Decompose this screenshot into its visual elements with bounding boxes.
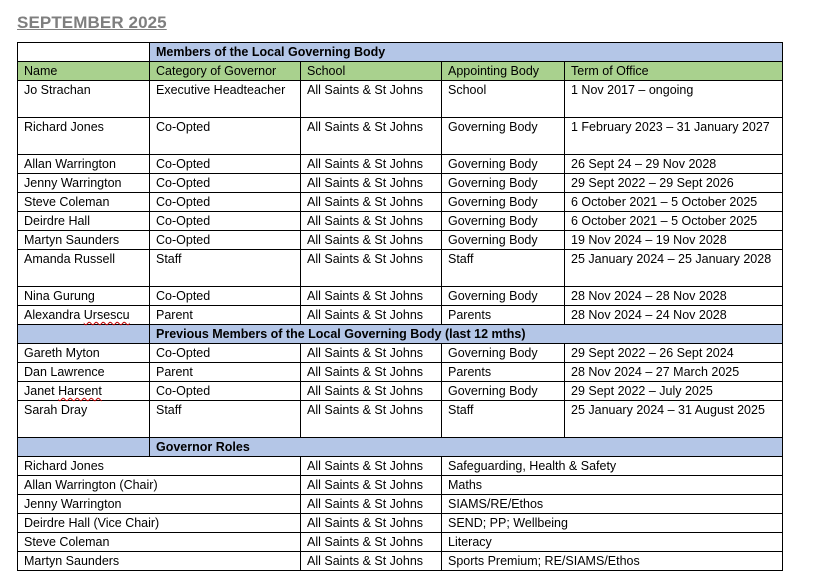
member-appointing-body: Governing Body bbox=[442, 118, 565, 155]
member-name: Jo Strachan bbox=[18, 81, 150, 118]
previous-name bbox=[18, 382, 150, 401]
previous-term: 29 Sept 2022 – 26 Sept 2024 bbox=[565, 344, 783, 363]
previous-term: 29 Sept 2022 – July 2025 bbox=[565, 382, 783, 401]
role-school: All Saints & St Johns bbox=[301, 476, 442, 495]
members-section-header bbox=[18, 43, 783, 62]
table-row bbox=[18, 193, 783, 212]
table-row bbox=[18, 231, 783, 250]
role-school: All Saints & St Johns bbox=[301, 457, 442, 476]
member-term: 28 Nov 2024 – 24 Nov 2028 bbox=[565, 306, 783, 325]
table-row bbox=[18, 514, 783, 533]
member-school: All Saints & St Johns bbox=[301, 287, 442, 306]
column-header-appointing-body: Appointing Body bbox=[442, 62, 565, 81]
previous-appointing-body: Staff bbox=[442, 401, 565, 438]
member-appointing-body: Governing Body bbox=[442, 231, 565, 250]
table-row bbox=[18, 212, 783, 231]
previous-appointing-body: Parents bbox=[442, 363, 565, 382]
previous-category: Co-Opted bbox=[150, 344, 301, 363]
previous-school: All Saints & St Johns bbox=[301, 363, 442, 382]
table-row bbox=[18, 250, 783, 287]
member-name bbox=[18, 306, 150, 325]
role-description: SIAMS/RE/Ethos bbox=[442, 495, 783, 514]
role-governor-name: Richard Jones bbox=[18, 457, 301, 476]
member-term: 28 Nov 2024 – 28 Nov 2028 bbox=[565, 287, 783, 306]
role-description: Literacy bbox=[442, 533, 783, 552]
member-appointing-body: Governing Body bbox=[442, 212, 565, 231]
member-category: Parent bbox=[150, 306, 301, 325]
role-description: SEND; PP; Wellbeing bbox=[442, 514, 783, 533]
column-header-school: School bbox=[301, 62, 442, 81]
role-description: Maths bbox=[442, 476, 783, 495]
table-row bbox=[18, 457, 783, 476]
previous-term: 28 Nov 2024 – 27 March 2025 bbox=[565, 363, 783, 382]
member-term: 29 Sept 2022 – 29 Sept 2026 bbox=[565, 174, 783, 193]
previous-name: Dan Lawrence bbox=[18, 363, 150, 382]
table-row bbox=[18, 552, 783, 571]
member-name: Allan Warrington bbox=[18, 155, 150, 174]
member-school: All Saints & St Johns bbox=[301, 118, 442, 155]
role-school: All Saints & St Johns bbox=[301, 533, 442, 552]
member-category: Staff bbox=[150, 250, 301, 287]
member-school: All Saints & St Johns bbox=[301, 193, 442, 212]
member-category: Co-Opted bbox=[150, 231, 301, 250]
previous-category: Parent bbox=[150, 363, 301, 382]
member-term: 6 October 2021 – 5 October 2025 bbox=[565, 212, 783, 231]
role-school: All Saints & St Johns bbox=[301, 514, 442, 533]
previous-section-header bbox=[18, 325, 783, 344]
section-title: Members of the Local Governing Body bbox=[150, 43, 783, 62]
section-title: Governor Roles bbox=[150, 438, 783, 457]
previous-school: All Saints & St Johns bbox=[301, 382, 442, 401]
member-appointing-body: School bbox=[442, 81, 565, 118]
column-header-category: Category of Governor bbox=[150, 62, 301, 81]
previous-category: Staff bbox=[150, 401, 301, 438]
member-appointing-body: Governing Body bbox=[442, 174, 565, 193]
previous-appointing-body: Governing Body bbox=[442, 344, 565, 363]
member-category: Co-Opted bbox=[150, 118, 301, 155]
member-name: Steve Coleman bbox=[18, 193, 150, 212]
table-row bbox=[18, 118, 783, 155]
document-title: SEPTEMBER 2025 bbox=[17, 13, 167, 32]
previous-name: Gareth Myton bbox=[18, 344, 150, 363]
member-name: Amanda Russell bbox=[18, 250, 150, 287]
member-school: All Saints & St Johns bbox=[301, 81, 442, 118]
member-appointing-body: Governing Body bbox=[442, 155, 565, 174]
table-row bbox=[18, 476, 783, 495]
role-governor-name: Steve Coleman bbox=[18, 533, 301, 552]
member-name: Jenny Warrington bbox=[18, 174, 150, 193]
member-category: Co-Opted bbox=[150, 174, 301, 193]
member-appointing-body: Parents bbox=[442, 306, 565, 325]
table-row bbox=[18, 174, 783, 193]
previous-category: Co-Opted bbox=[150, 382, 301, 401]
member-name: Deirdre Hall bbox=[18, 212, 150, 231]
previous-school: All Saints & St Johns bbox=[301, 344, 442, 363]
role-description: Sports Premium; RE/SIAMS/Ethos bbox=[442, 552, 783, 571]
member-category: Co-Opted bbox=[150, 287, 301, 306]
member-first-name: Alexandra bbox=[24, 308, 81, 322]
member-term: 1 February 2023 – 31 January 2027 bbox=[565, 118, 783, 155]
table-row bbox=[18, 344, 783, 363]
member-school: All Saints & St Johns bbox=[301, 212, 442, 231]
column-header-row bbox=[18, 62, 783, 81]
section-title: Previous Members of the Local Governing Body (last 12 mths) bbox=[150, 325, 783, 344]
member-appointing-body: Staff bbox=[442, 250, 565, 287]
role-school: All Saints & St Johns bbox=[301, 552, 442, 571]
previous-first-name: Janet bbox=[24, 384, 55, 398]
member-term: 6 October 2021 – 5 October 2025 bbox=[565, 193, 783, 212]
table-row bbox=[18, 495, 783, 514]
role-governor-name: Deirdre Hall (Vice Chair) bbox=[18, 514, 301, 533]
member-school: All Saints & St Johns bbox=[301, 306, 442, 325]
previous-appointing-body: Governing Body bbox=[442, 382, 565, 401]
role-governor-name: Martyn Saunders bbox=[18, 552, 301, 571]
column-header-name: Name bbox=[18, 62, 150, 81]
table-row bbox=[18, 81, 783, 118]
member-name: Richard Jones bbox=[18, 118, 150, 155]
member-category: Co-Opted bbox=[150, 212, 301, 231]
previous-term: 25 January 2024 – 31 August 2025 bbox=[565, 401, 783, 438]
role-school: All Saints & St Johns bbox=[301, 495, 442, 514]
governors-table bbox=[17, 42, 783, 571]
previous-last-name-spellcheck: Harsent bbox=[58, 384, 102, 398]
table-row bbox=[18, 401, 783, 438]
roles-section-header bbox=[18, 438, 783, 457]
previous-school: All Saints & St Johns bbox=[301, 401, 442, 438]
member-term: 19 Nov 2024 – 19 Nov 2028 bbox=[565, 231, 783, 250]
member-school: All Saints & St Johns bbox=[301, 155, 442, 174]
table-row bbox=[18, 382, 783, 401]
table-row bbox=[18, 363, 783, 382]
table-row bbox=[18, 287, 783, 306]
role-governor-name: Jenny Warrington bbox=[18, 495, 301, 514]
table-row bbox=[18, 533, 783, 552]
member-appointing-body: Governing Body bbox=[442, 287, 565, 306]
member-term: 26 Sept 24 – 29 Nov 2028 bbox=[565, 155, 783, 174]
member-category: Co-Opted bbox=[150, 193, 301, 212]
previous-name: Sarah Dray bbox=[18, 401, 150, 438]
member-name: Martyn Saunders bbox=[18, 231, 150, 250]
table-row bbox=[18, 155, 783, 174]
member-last-name-spellcheck: Ursescu bbox=[83, 308, 130, 322]
member-term: 25 January 2024 – 25 January 2028 bbox=[565, 250, 783, 287]
member-term: 1 Nov 2017 – ongoing bbox=[565, 81, 783, 118]
role-governor-name: Allan Warrington (Chair) bbox=[18, 476, 301, 495]
column-header-term: Term of Office bbox=[565, 62, 783, 81]
table-row bbox=[18, 306, 783, 325]
member-school: All Saints & St Johns bbox=[301, 174, 442, 193]
member-category: Co-Opted bbox=[150, 155, 301, 174]
member-school: All Saints & St Johns bbox=[301, 250, 442, 287]
member-appointing-body: Governing Body bbox=[442, 193, 565, 212]
member-category: Executive Headteacher bbox=[150, 81, 301, 118]
member-school: All Saints & St Johns bbox=[301, 231, 442, 250]
role-description: Safeguarding, Health & Safety bbox=[442, 457, 783, 476]
member-name: Nina Gurung bbox=[18, 287, 150, 306]
